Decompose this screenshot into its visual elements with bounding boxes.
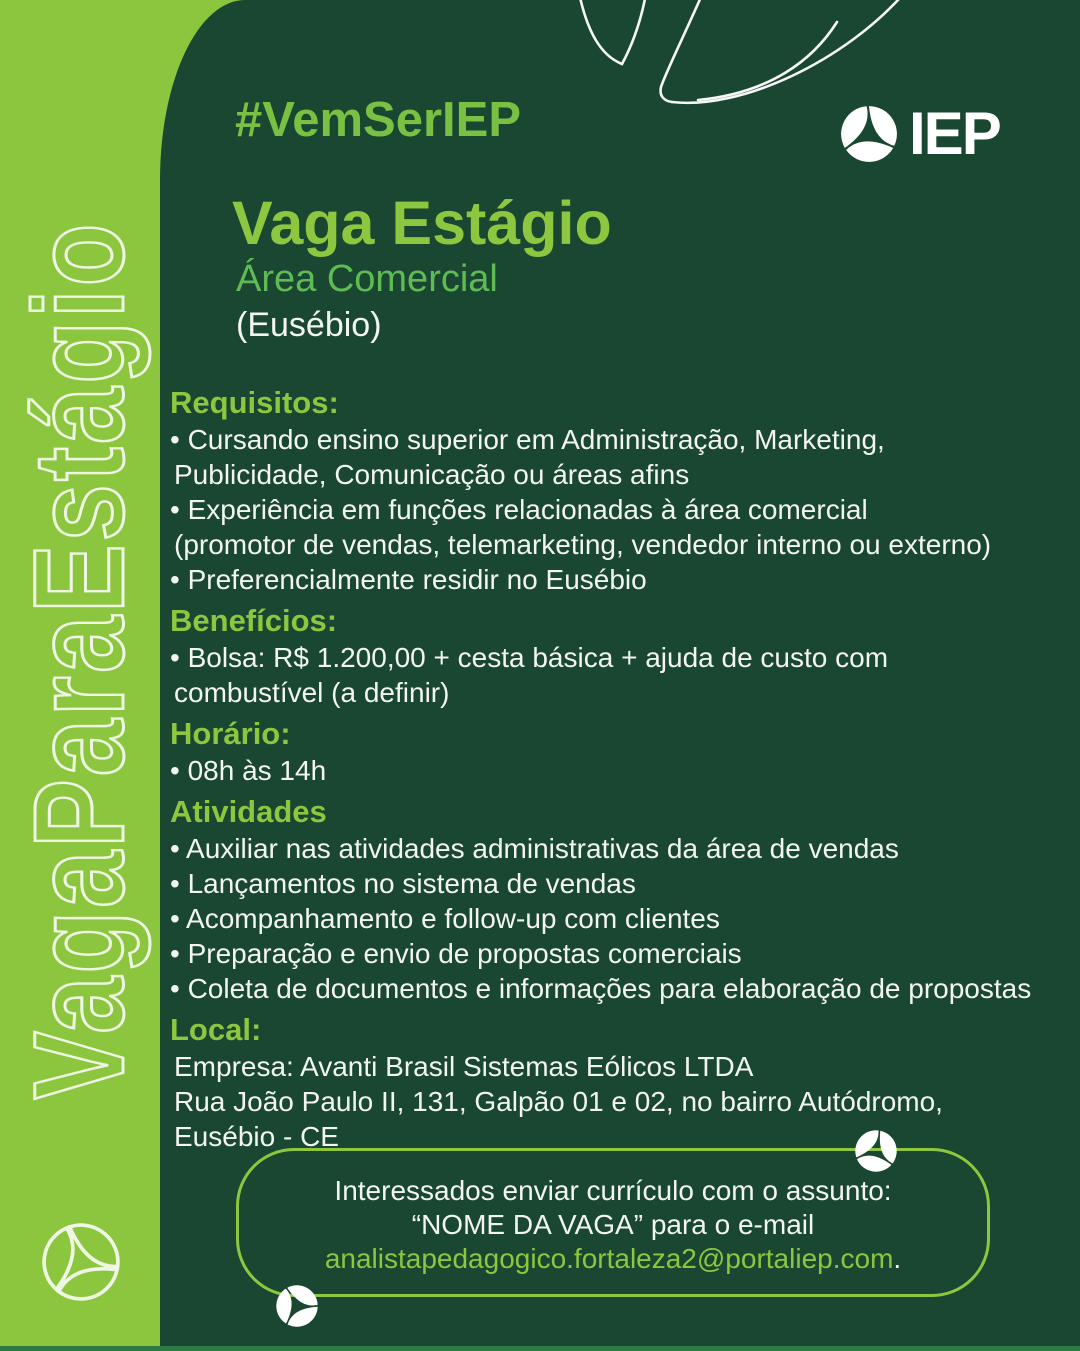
detail-line: • Preferencialmente residir no Eusébio [170,564,647,595]
detail-line: • Lançamentos no sistema de vendas [170,868,636,899]
section-heading: Benefícios: [170,603,338,638]
section [170,602,1075,710]
detail-line: • Cursando ensino superior em Administração, Marketing, [170,424,885,455]
section [170,715,1075,788]
section-heading: Local: [170,1012,262,1047]
detail-line: • Acompanhamento e follow-up com clientes [170,903,720,934]
detail-line: Eusébio - CE [174,1121,339,1152]
section-heading: Atividades [170,794,327,829]
leaf-circle-icon [838,103,900,165]
hashtag-headline: #VemSerIEP [235,93,522,147]
contact-line-2: “NOME DA VAGA” para o e-mail [411,1209,815,1240]
section [170,1011,1075,1154]
detail-line: Empresa: Avanti Brasil Sistemas Eólicos LTDA [174,1051,754,1082]
page-subtitle: Área Comercial [236,258,498,300]
detail-line: Rua João Paulo II, 131, Galpão 01 e 02, no bairro Autódromo, [174,1086,943,1117]
bottom-edge-strip [0,1346,1080,1351]
sidebar-vertical-text: VagaParaEstágio [8,220,151,1100]
contact-line-1: Interessados enviar currículo com o assunto: [334,1175,892,1206]
job-details [170,379,1075,1154]
contact-email: analistapedagogico.fortaleza2@portaliep.com [324,1243,894,1274]
section [170,384,1075,597]
contact-email-period: . [893,1243,902,1274]
detail-line: • Bolsa: R$ 1.200,00 + cesta básica + ajuda de custo com [170,642,889,673]
detail-line: • Preparação e envio de propostas comerciais [170,938,742,969]
logo-text: IEP [909,100,1000,167]
section [170,793,1075,1006]
detail-line: Publicidade, Comunicação ou áreas afins [174,459,690,490]
detail-line: • 08h às 14h [170,755,327,786]
leaf-circle-outline-icon [29,1210,132,1313]
detail-line: (promotor de vendas, telemarketing, vendedor interno ou externo) [174,529,992,560]
section-heading: Horário: [170,716,291,751]
detail-line: combustível (a definir) [174,677,450,708]
iep-logo [838,99,1000,168]
detail-line: • Experiência em funções relacionadas à área comercial [170,494,868,525]
section-heading: Requisitos: [170,385,339,420]
location-tag: (Eusébio) [236,306,382,344]
detail-line: • Coleta de documentos e informações para elaboração de propostas [170,973,1032,1004]
contact-line-3 [239,1242,987,1276]
detail-line: • Auxiliar nas atividades administrativas da área de vendas [170,833,899,864]
leaf-circle-icon [849,1124,904,1179]
page-title: Vaga Estágio [232,189,612,257]
